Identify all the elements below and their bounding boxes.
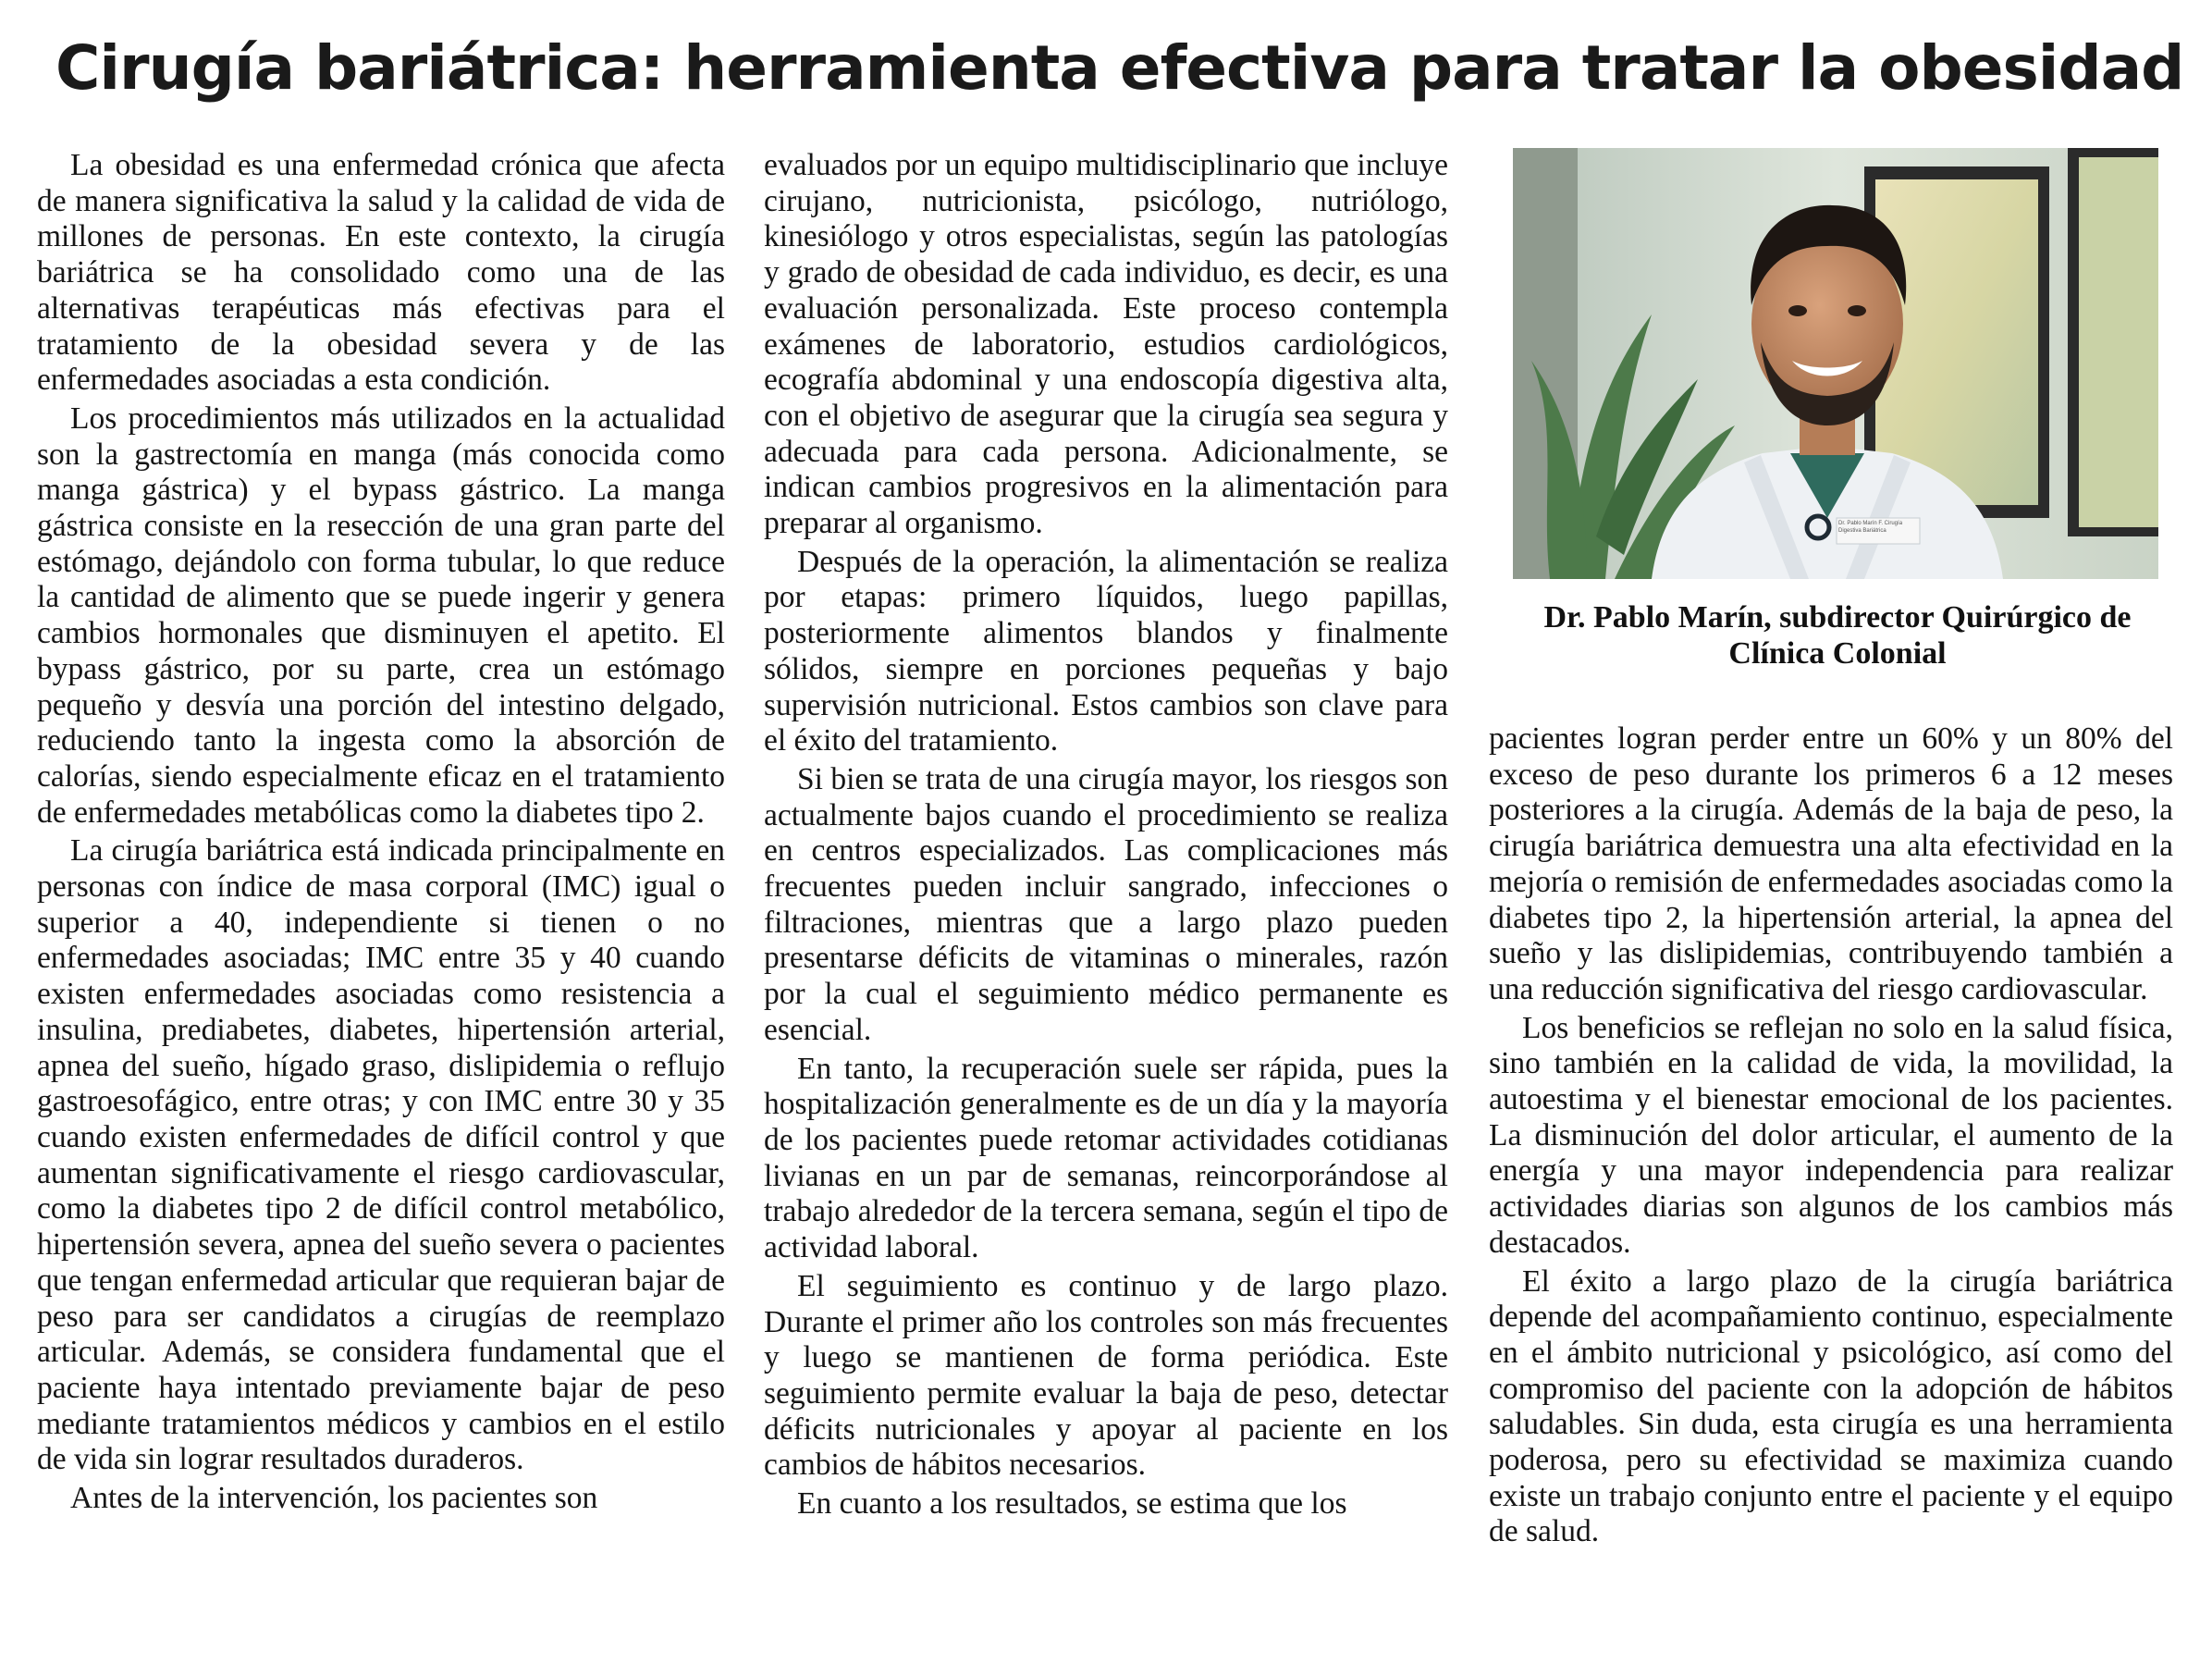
doctor-name-badge: Dr. Pablo Marín F. Cirugía Digestiva Bariátrica (1838, 521, 1903, 534)
paragraph: En cuanto a los resultados, se estima que los (797, 1486, 1347, 1522)
caption-line-2: Clínica Colonial (1728, 636, 1947, 671)
photo-caption (1498, 599, 2177, 672)
caption-line-1: Dr. Pablo Marín, subdirector Quirúrgico de (1543, 600, 2132, 635)
paragraph: Los procedimientos más utilizados en la actualidad son la gastrectomía en manga (más conocida como manga gástrica) y el bypass gástrico. La manga gástrica consiste en la resección de una gran parte del estómago, dejándolo con forma tubular, lo que reduce la cantidad de alimento que se puede ingerir y genera cambios hormonales que disminuyen el apetito. El bypass gástrico, por su parte, crea un estómago pequeño y desvía una porción del intestino delgado, reduciendo tanto la ingesta como la absorción de calorías, siendo especialmente eficaz en el tratamiento de enfermedades metabólicas como la diabetes tipo 2. (37, 401, 725, 830)
article-column-3 (1489, 721, 2173, 1550)
article-headline: Cirugía bariátrica: herramienta efectiva para tratar la obesidad (55, 32, 2184, 104)
paragraph: El seguimiento es continuo y de largo plazo. Durante el primer año los controles son más frecuentes y luego se mantienen de forma periódica. Este seguimiento permite evaluar la baja de peso, detectar déficits nutricionales y apoyar al paciente en los cambios de hábitos necesarios. (764, 1268, 1448, 1483)
paragraph: Si bien se trata de una cirugía mayor, los riesgos son actualmente bajos cuando el procedimiento se realiza en centros especializados. Las complicaciones más frecuentes pueden incluir sangrado, infecciones o filtraciones, mientras que a largo plazo pueden presentarse déficits de vitaminas o minerales, razón por la cual el seguimiento médico permanente es esencial. (764, 761, 1448, 1047)
doctor-photo (1513, 148, 2158, 579)
paragraph: La obesidad es una enfermedad crónica que afecta de manera significativa la salud y la calidad de vida de millones de personas. En este contexto, la cirugía bariátrica se ha consolidado como una de las alternativas terapéuticas más efectivas para el tratamiento de la obesidad severa y de las enfermedades asociadas a esta condición. (37, 148, 725, 398)
paragraph: Los beneficios se reflejan no solo en la salud física, sino también en la calidad de vida, la movilidad, la autoestima y el bienestar emocional de los pacientes. La disminución del dolor articular, el aumento de la energía y una mayor independencia para realizar actividades diarias son algunos de los cambios más destacados. (1489, 1010, 2173, 1260)
paragraph: En tanto, la recuperación suele ser rápida, pues la hospitalización generalmente es de un día y la mayoría de los pacientes puede retomar actividades cotidianas livianas en un par de semanas, reincorporándose al trabajo alrededor de la tercera semana, según el tipo de actividad laboral. (764, 1051, 1448, 1265)
paragraph: El éxito a largo plazo de la cirugía bariátrica depende del acompañamiento continuo, especialmente en el ámbito nutricional y psicológico, así como del compromiso del paciente con la adopción de hábitos saludables. Sin duda, esta cirugía es una herramienta poderosa, pero su efectividad se maximiza cuando existe un trabajo conjunto entre el paciente y el equipo de salud. (1489, 1263, 2173, 1549)
paragraph: Antes de la intervención, los pacientes son (70, 1481, 598, 1516)
article-column-2 (764, 148, 1448, 1522)
paragraph: Después de la operación, la alimentación se realiza por etapas: primero líquidos, luego papillas, posteriormente alimentos blandos y finalmente sólidos, siempre en porciones pequeñas y bajo supervisión nutricional. Estos cambios son clave para el éxito del tratamiento. (764, 544, 1448, 758)
paragraph-continued: pacientes logran perder entre un 60% y un 80% del exceso de peso durante los primeros 6 a 12 meses posteriores a la cirugía. Además de la baja de peso, la cirugía bariátrica demuestra una alta efectividad en la mejoría o remisión de enfermedades asociadas como la diabetes tipo 2, la hipertensión arterial, la apnea del sueño y las dislipidemias, contribuyendo también a una reducción significativa del riesgo cardiovascular. (1489, 721, 2173, 1006)
article-column-1 (37, 148, 725, 1517)
paragraph: La cirugía bariátrica está indicada principalmente en personas con índice de masa corporal (IMC) igual o superior a 40, independiente si tienen o no enfermedades asociadas; IMC entre 35 y 40 cuando existen enfermedades asociadas como resistencia a insulina, prediabetes, diabetes, hipertensión arterial, apnea del sueño, hígado graso, dislipidemia o reflujo gastroesofágico, entre otras; y con IMC entre 30 y 35 cuando existen enfermedades de difícil control y que aumentan significativamente el riesgo cardiovascular, como la diabetes tipo 2 de difícil control metabólico, hipertensión severa, apnea del sueño severa o pacientes que tengan enfermedad articular que requieran bajar de peso para ser candidatos a cirugías de reemplazo articular. Además, se considera fundamental que el paciente haya intentado previamente bajar de peso mediante tratamientos médicos y cambios en el estilo de vida sin lograr resultados duraderos. (37, 833, 725, 1477)
paragraph-continued: evaluados por un equipo multidisciplinario que incluye cirujano, nutricionista, psicólogo, nutriólogo, kinesiólogo y otros especialistas, según las patologías y grado de obesidad de cada individuo, es decir, es una evaluación personalizada. Este proceso contempla exámenes de laboratorio, estudios cardiológicos, ecografía abdominal y una endoscopía digestiva alta, con el objetivo de asegurar que la cirugía sea segura y adecuada para cada persona. Adicionalmente, se indican cambios progresivos en la alimentación para preparar al organismo. (764, 148, 1448, 541)
